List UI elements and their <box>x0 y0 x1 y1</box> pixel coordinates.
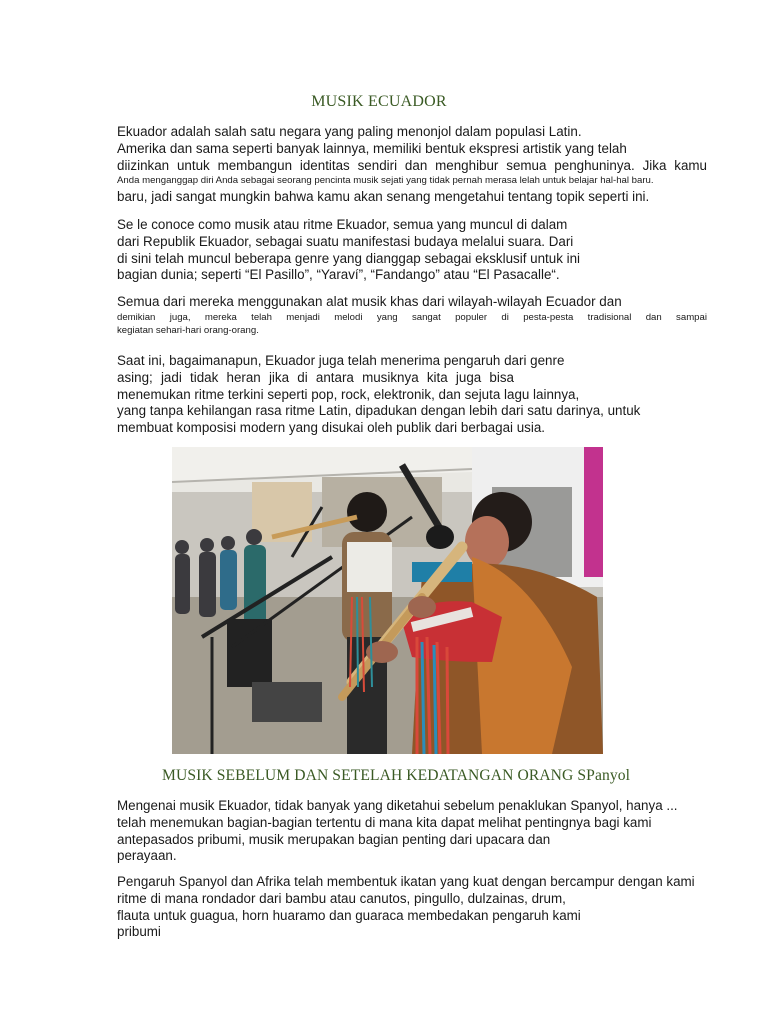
text-line: Saat ini, bagaimanapun, Ekuador juga telah menerima pengaruh dari genre <box>117 353 565 368</box>
paragraph-influence <box>117 874 707 941</box>
paragraph-instruments <box>117 294 707 337</box>
text-line: Se le conoce como musik atau ritme Ekuador, semua yang muncul di dalam <box>117 217 568 232</box>
text-line: pribumi <box>117 924 161 940</box>
text-line: perayaan. <box>117 848 177 864</box>
page-title: MUSIK ECUADOR <box>311 93 447 110</box>
text-line: di sini telah muncul beberapa genre yang dianggap sebagai eksklusif untuk ini <box>117 250 581 266</box>
text-line: diizinkan untuk membangun identitas sendiri dan menghibur semua penghuninya. Jika kamu <box>117 157 707 173</box>
text-line: baru, jadi sangat mungkin bahwa kamu akan senang mengetahui tentang topik seperti ini. <box>117 189 650 205</box>
paragraph-pre-conquest <box>117 798 707 865</box>
text-line: ritme di mana rondador dari bambu atau canutos, pingullo, dulzainas, drum, <box>117 890 566 906</box>
paragraph-genres <box>117 217 707 284</box>
musicians-photo-illustration <box>172 447 603 754</box>
text-line: Mengenai musik Ekuador, tidak banyak yang diketahui sebelum penaklukan Spanyol, hanya ... <box>117 798 678 813</box>
text-line: menemukan ritme terkini seperti pop, rock, elektronik, dan sejuta lagu lainnya, <box>117 386 580 402</box>
text-line: flauta untuk guagua, horn huaramo dan guaraca membedakan pengaruh kami <box>117 907 581 923</box>
text-line: dari Republik Ekuador, sebagai suatu manifestasi budaya melalui suara. Dari <box>117 233 574 249</box>
text-line: Ekuador adalah salah satu negara yang paling menonjol dalam populasi Latin. <box>117 124 582 139</box>
musicians-photo <box>172 447 603 754</box>
text-line: membuat komposisi modern yang disukai oleh publik dari berbagai usia. <box>117 420 545 436</box>
text-line: kegiatan sehari-hari orang-orang. <box>117 324 259 336</box>
paragraph-intro <box>117 124 707 206</box>
text-line: telah menemukan bagian-bagian tertentu di mana kita dapat melihat pentingnya bagi kami <box>117 814 652 830</box>
text-line: yang tanpa kehilangan rasa ritme Latin, dipadukan dengan lebih dari satu darinya, untuk <box>117 403 641 419</box>
text-line: Pengaruh Spanyol dan Afrika telah membentuk ikatan yang kuat dengan bercampur dengan kami <box>117 874 695 889</box>
text-line: demikian juga, mereka telah menjadi melodi yang sangat populer di pesta-pesta tradisional dan sampai <box>117 311 707 323</box>
text-line: antepasados pribumi, musik merupakan bagian penting dari upacara dan <box>117 831 551 847</box>
text-line: Anda menganggap diri Anda sebagai seorang pencinta musik sejati yang tidak pernah merasa lelah untuk belajar hal-hal baru. <box>117 175 654 187</box>
text-line: asing; jadi tidak heran jika di antara musiknya kita juga bisa <box>117 369 514 385</box>
section-subtitle: MUSIK SEBELUM DAN SETELAH KEDATANGAN ORANG SPanyol <box>162 767 631 784</box>
text-line: bagian dunia; seperti “El Pasillo”, “Yaraví”, “Fandango” atau “El Pasacalle“. <box>117 267 560 283</box>
text-line: Semua dari mereka menggunakan alat musik khas dari wilayah-wilayah Ecuador dan <box>117 294 622 309</box>
text-line: Amerika dan sama seperti banyak lainnya, memiliki bentuk ekspresi artistik yang telah <box>117 140 627 156</box>
paragraph-modern <box>117 353 707 437</box>
